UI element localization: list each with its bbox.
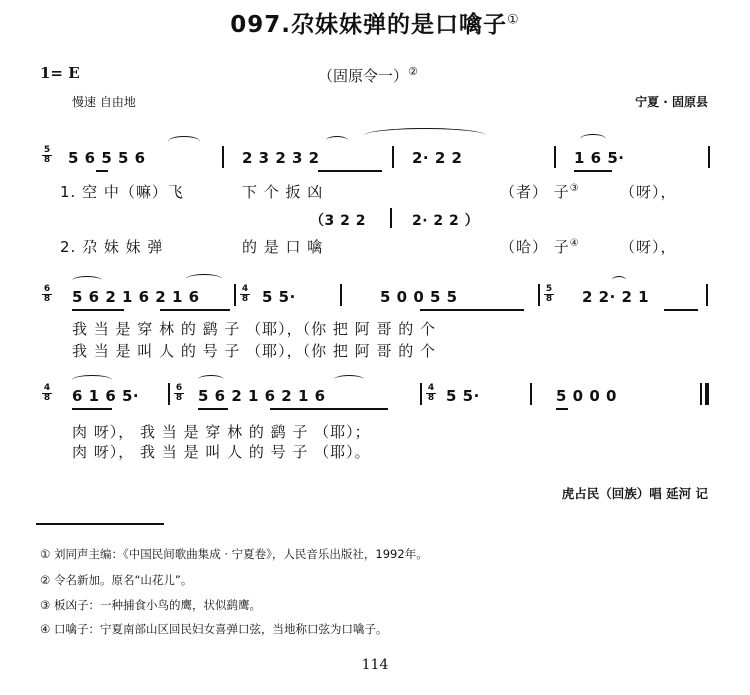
time-signature: 4 8 [427, 383, 435, 403]
underline-beam [556, 408, 568, 410]
measure-6: 5 5· [262, 288, 296, 306]
measure-11: 5 5· [446, 387, 480, 405]
time-signature: 6 8 [43, 284, 51, 304]
barline [168, 383, 170, 405]
key-signature: 1= E [40, 64, 80, 82]
alternate-notes: 2· 2 2 ） [412, 213, 480, 229]
page-number: 114 [361, 657, 389, 673]
slur [198, 375, 224, 384]
lyric-verse-1: 肉 呀）， 我 当 是 穿 林 的 鹞 子 （耶）； [72, 423, 371, 441]
measure-4: 1 6 5· [574, 149, 625, 167]
underline-beam [270, 408, 388, 410]
barline [420, 383, 422, 405]
measure-2: 2 3 2 3 2 [242, 149, 320, 167]
measure-1: 5 6 5 5 6 [68, 149, 146, 167]
measure-5: 5 6 2 1 6 2 1 6 [72, 288, 200, 306]
slur [580, 134, 606, 144]
footnote-4: ④ 口噙子：宁夏南部山区回民妇女喜弹口弦，当地称口弦为口噙子。 [40, 622, 388, 636]
lyric-verse-2: 2. 尕 妹 妹 弹 [60, 238, 164, 256]
underline-beam [574, 170, 612, 172]
barline [538, 284, 540, 306]
underline-beam [96, 170, 108, 172]
lyric-verse-1: 我 当 是 穿 林 的 鹞 子 （耶），（你 把 阿 哥 的 个 [72, 320, 436, 338]
song-subtitle: （固原令一）② [318, 65, 418, 85]
footnote-2: ② 令名新加。原名“山花儿”。 [40, 573, 193, 587]
barline [234, 284, 236, 306]
lyric-verse-1: （呀）， [620, 183, 677, 201]
underline-beam [318, 170, 382, 172]
barline [706, 284, 708, 306]
time-signature: 5 8 [43, 145, 51, 165]
lyric-verse-1: 1. 空 中（嘛）飞 [60, 183, 184, 201]
lyric-verse-2: 的 是 口 噙 [242, 238, 324, 256]
barline [340, 284, 342, 306]
measure-7: 5 0 0 5 5 [380, 288, 458, 306]
lyric-verse-1: （者） 子③ [500, 183, 580, 201]
slur [72, 276, 102, 285]
time-signature: 6 8 [175, 383, 183, 403]
lyric-verse-2: （呀）， [620, 238, 677, 256]
region-label: 宁夏 · 固原县 [635, 95, 708, 109]
measure-9: 6 1 6 5· [72, 387, 140, 405]
song-title: 097.尕妹妹弹的是口噙子① [230, 12, 520, 38]
measure-3: 2· 2 2 [412, 149, 463, 167]
underline-beam [198, 408, 228, 410]
footnote-divider [36, 523, 164, 525]
measure-10: 5 6 2 1 6 2 1 6 [198, 387, 326, 405]
barline [222, 146, 224, 168]
measure-8: 2 2· 2 1 [582, 288, 650, 306]
slur [186, 274, 222, 284]
barline [554, 146, 556, 168]
barline [390, 208, 392, 228]
barline [392, 146, 394, 168]
lyric-verse-2: 我 当 是 叫 人 的 号 子 （耶），（你 把 阿 哥 的 个 [72, 342, 436, 360]
measure-12: 5 0 0 0 [556, 387, 617, 405]
time-signature: 5 8 [545, 284, 553, 304]
final-barline-thin [700, 383, 702, 405]
time-signature: 4 8 [43, 383, 51, 403]
underline-beam [420, 309, 524, 311]
footnote-3: ③ 板凶子：一种捕食小鸟的鹰，状似鹞鹰。 [40, 598, 261, 612]
title-footnote-mark: ① [507, 12, 520, 28]
performer-credit: 虎占民（回族）唱 延河 记 [561, 486, 708, 501]
subtitle-footnote-mark: ② [408, 65, 418, 78]
barline [708, 146, 710, 168]
underline-beam [160, 309, 230, 311]
slur [334, 375, 364, 384]
tie [364, 128, 486, 143]
underline-beam [72, 309, 124, 311]
barline [530, 383, 532, 405]
underline-beam [72, 408, 112, 410]
lyric-verse-1: 下 个 扳 凶 [242, 183, 324, 201]
slur [326, 136, 348, 145]
slur [72, 375, 112, 385]
lyric-verse-2: （哈） 子④ [500, 238, 580, 256]
time-signature: 4 8 [241, 284, 249, 304]
slur [168, 136, 200, 147]
footnote-1: ① 刘同声主编：《中国民间歌曲集成 · 宁夏卷》，人民音乐出版社，1992年。 [40, 547, 428, 561]
fermata-arc [612, 276, 626, 284]
final-barline-thick [705, 383, 709, 405]
underline-beam [664, 309, 698, 311]
alternate-notes: （3 2 2 [310, 213, 366, 229]
tempo-marking: 慢速 自由地 [72, 95, 136, 109]
lyric-verse-2: 肉 呀）， 我 当 是 叫 人 的 号 子 （耶）。 [72, 443, 371, 461]
